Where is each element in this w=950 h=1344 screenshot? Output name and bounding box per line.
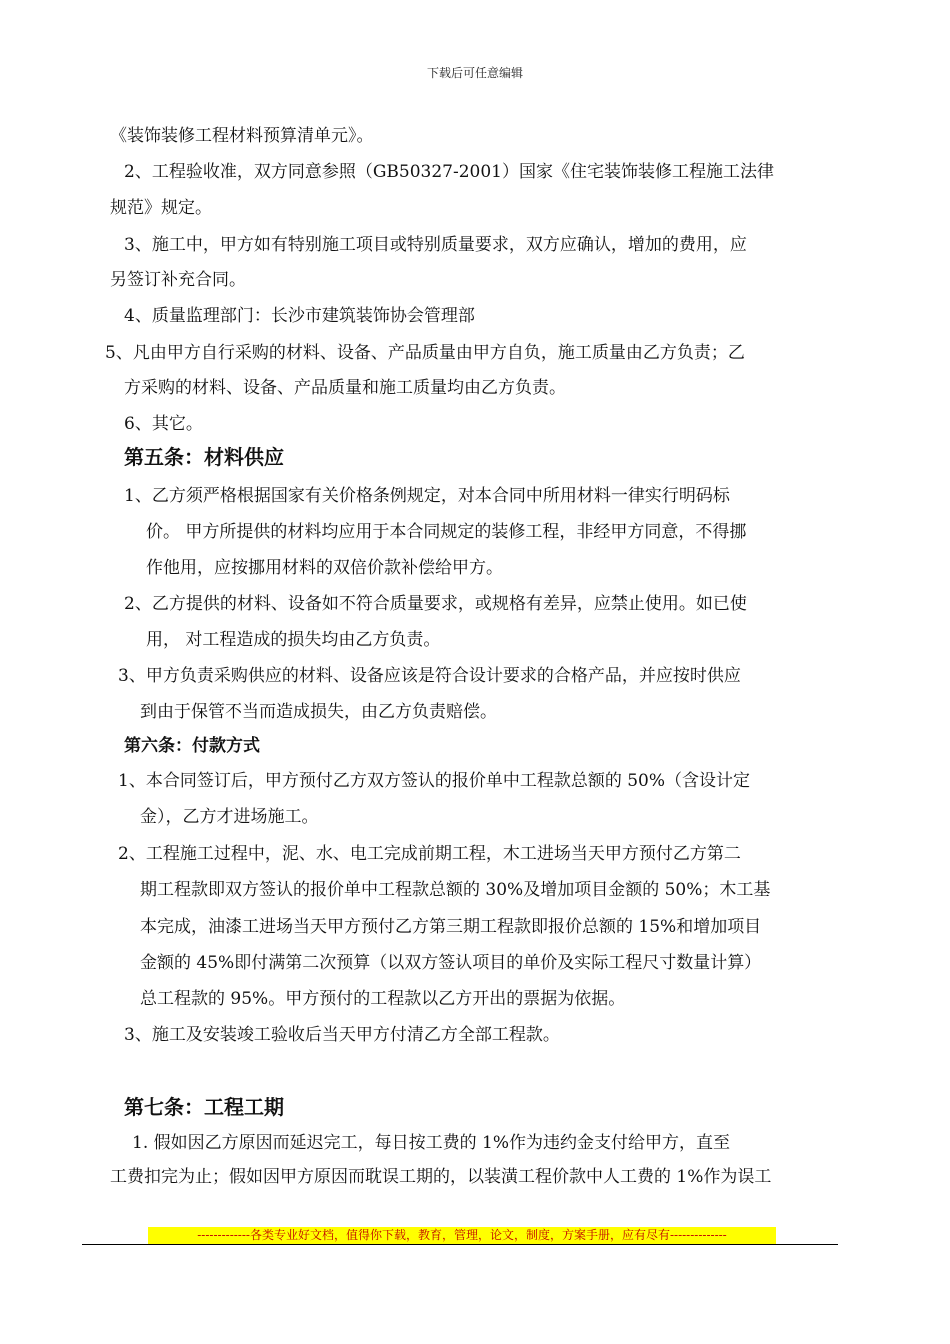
text-line: 1. 假如因乙方原因而延迟完工，每日按工费的 1%作为违约金支付给甲方，直至 [132,1133,730,1153]
text-line: 3、施工中，甲方如有特别施工项目或特别质量要求，双方应确认，增加的费用，应 [124,235,747,255]
text-line: 到由于保管不当而造成损失，由乙方负责赔偿。 [140,702,497,722]
footer-banner: -------------各类专业好文档，值得你下载，教育，管理，论文，制度，方案手册，应有尽有-------------- [148,1227,776,1244]
text-line: 4、质量监理部门：长沙市建筑装饰协会管理部 [124,306,475,326]
text-line: 金额的 45%即付满第二次预算（以双方签认项目的单价及实际工程尺寸数量计算） [140,953,762,973]
section-heading: 第七条：工程工期 [124,1095,284,1119]
text-line: 1、本合同签订后，甲方预付乙方双方签认的报价单中工程款总额的 50%（含设计定 [118,771,751,791]
text-line: 方采购的材料、设备、产品质量和施工质量均由乙方负责。 [124,378,566,398]
text-line: 期工程款即双方签认的报价单中工程款总额的 30%及增加项目金额的 50%；木工基 [140,880,771,900]
text-line: 价。 甲方所提供的材料均应用于本合同规定的装修工程，非经甲方同意，不得挪 [146,522,747,542]
section-heading: 第六条：付款方式 [124,736,260,756]
text-line: 5、凡由甲方自行采购的材料、设备、产品质量由甲方自负，施工质量由乙方负责；乙 [105,343,745,363]
text-line: 2、乙方提供的材料、设备如不符合质量要求，或规格有差异，应禁止使用。如已使 [124,594,747,614]
text-line: 2、工程施工过程中，泥、水、电工完成前期工程，木工进场当天甲方预付乙方第二 [118,844,741,864]
text-line: 用， 对工程造成的损失均由乙方负责。 [146,630,441,650]
section-heading: 第五条：材料供应 [124,445,284,469]
text-line: 金），乙方才进场施工。 [140,807,319,827]
text-line: 6、其它。 [124,414,203,434]
page-header: 下载后可任意编辑 [426,66,523,80]
text-line: 本完成，油漆工进场当天甲方预付乙方第三期工程款即报价总额的 15%和增加项目 [140,917,762,937]
text-line: 1、乙方须严格根据国家有关价格条例规定，对本合同中所用材料一律实行明码标 [124,486,730,506]
text-line: 作他用，应按挪用材料的双倍价款补偿给甲方。 [146,558,503,578]
text-line: 《装饰装修工程材料预算清单元》。 [110,126,374,146]
text-line: 总工程款的 95%。甲方预付的工程款以乙方开出的票据为依据。 [140,989,626,1009]
footer-divider [82,1244,838,1245]
text-line: 2、工程验收准，双方同意参照（GB50327-2001）国家《住宅装饰装修工程施工法律 [124,162,774,182]
text-line: 3、施工及安装竣工验收后当天甲方付清乙方全部工程款。 [124,1025,560,1045]
text-line: 3、甲方负责采购供应的材料、设备应该是符合设计要求的合格产品，并应按时供应 [118,666,741,686]
text-line: 另签订补充合同。 [110,270,246,290]
text-line: 工费扣完为止；假如因甲方原因而耽误工期的，以装潢工程价款中人工费的 1%作为误工 [110,1167,772,1187]
text-line: 规范》规定。 [110,198,212,218]
